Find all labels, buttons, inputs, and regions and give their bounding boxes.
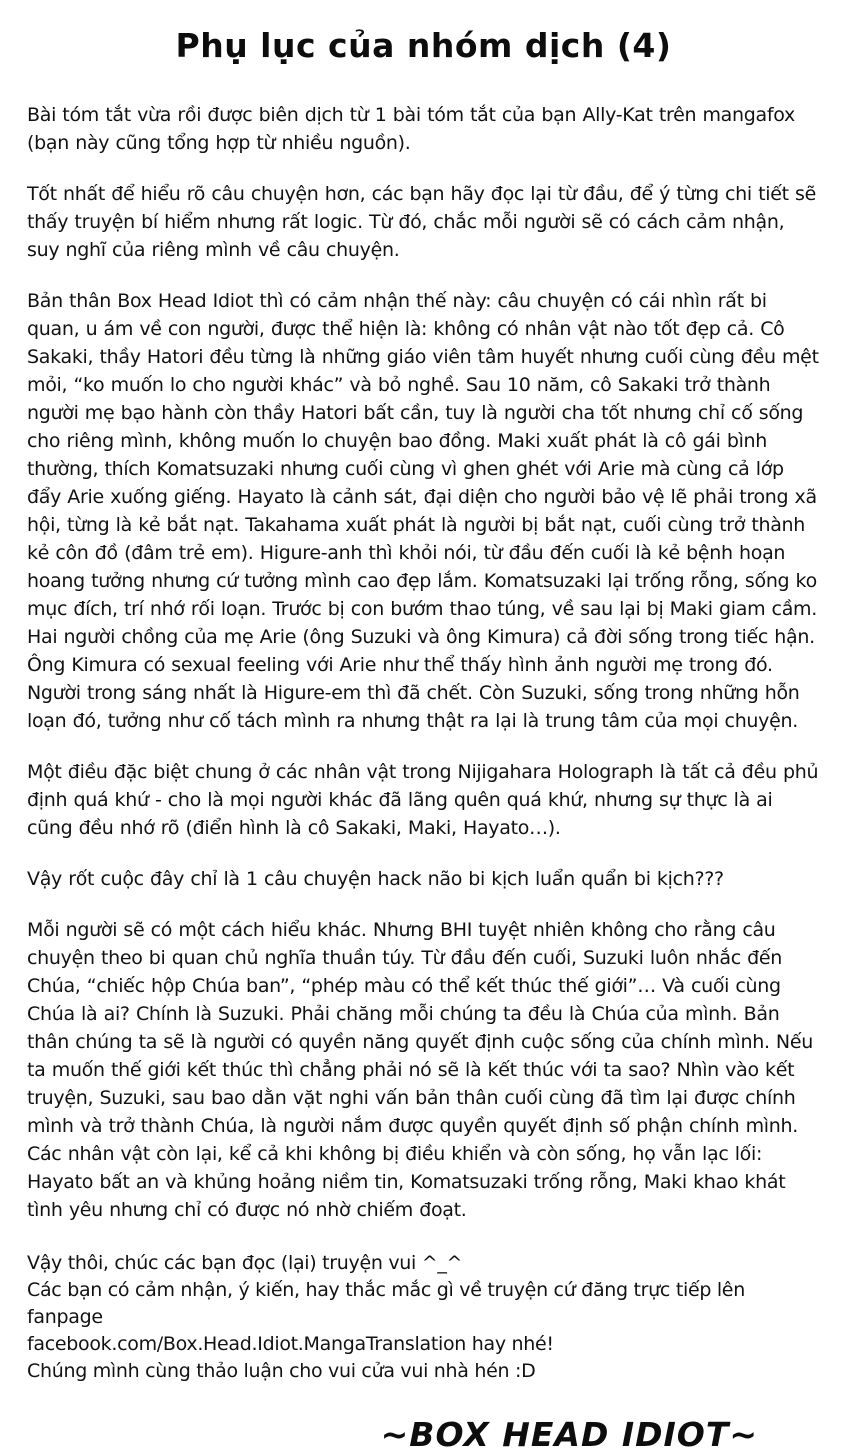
group-signature: ~BOX HEAD IDIOT~	[380, 1415, 758, 1454]
paragraph-summary-source: Bài tóm tắt vừa rồi được biên dịch từ 1 bài tóm tắt của bạn Ally-Kat trên mangafox (bạn này cũng tổng hợp từ nhiều nguồn).	[27, 104, 795, 154]
closing-feedback-line: Các bạn có cảm nhận, ý kiến, hay thắc mắc gì về truyện cứ đăng trực tiếp lên fanpage	[27, 1279, 745, 1328]
fanpage-url-line: facebook.com/Box.Head.Idiot.MangaTranslation hay nhé!	[27, 1333, 554, 1355]
page-title: Phụ lục của nhóm dịch (4)	[175, 26, 672, 65]
paragraph-reread-advice: Tốt nhất để hiểu rõ câu chuyện hơn, các bạn hãy đọc lại từ đầu, để ý từng chi tiết sẽ thấy truyện bí hiểm nhưng rất logic. Từ đó, chắc mỗi người sẽ có cách cảm nhận, suy nghĩ của riêng mình về câu chuyện.	[27, 183, 816, 261]
closing-discussion-line: Chúng mình cùng thảo luận cho vui cửa vui nhà hén :D	[27, 1360, 536, 1382]
paragraph-common-trait: Một điều đặc biệt chung ở các nhân vật trong Nijigahara Holograph là tất cả đều phủ định quá khứ - cho là mọi người khác đã lãng quên quá khứ, nhưng sự thực là ai cũng đều nhớ rõ (điển hình là cô Sakaki, Maki, Hayato…).	[27, 761, 819, 839]
paragraph-interpretation: Mỗi người sẽ có một cách hiểu khác. Nhưng BHI tuyệt nhiên không cho rằng câu chuyện theo bi quan chủ nghĩa thuần túy. Từ đầu đến cuối, Suzuki luôn nhắc đến Chúa, “chiếc hộp Chúa ban”, “phép màu có thể kết thúc thế giới”… Và cuối cùng Chúa là ai? Chính là Suzuki. Phải chăng mỗi chúng ta đều là Chúa của mình. Bản thân chúng ta sẽ là người có quyền năng quyết định cuộc sống của chính mình. Nếu ta muốn thế giới kết thúc thì chẳng phải nó sẽ là kết thúc với ta sao? Nhìn vào kết truyện, Suzuki, sau bao dằn vặt nghi vấn bản thân cuối cùng đã tìm lại được chính mình và trở thành Chúa, là người nắm được quyền quyết định số phận chính mình. Các nhân vật còn lại, kể cả khi không bị điều khiển và còn sống, họ vẫn lạc lối: Hayato bất an và khủng hoảng niềm tin, Komatsuzaki trống rỗng, Maki khao khát tình yêu nhưng chỉ có được nó nhờ chiếm đoạt.	[27, 919, 813, 1221]
paragraph-rhetorical-question: Vậy rốt cuộc đây chỉ là 1 câu chuyện hack não bi kịch luẩn quẩn bi kịch???	[27, 868, 724, 890]
closing-block	[27, 1250, 820, 1385]
closing-wish-line: Vậy thôi, chúc các bạn đọc (lại) truyện vui ^_^	[27, 1252, 463, 1274]
paragraph-character-analysis: Bản thân Box Head Idiot thì có cảm nhận thế này: câu chuyện có cái nhìn rất bi quan, u ám về con người, được thể hiện là: không có nhân vật nào tốt đẹp cả. Cô Sakaki, thầy Hatori đều từng là những giáo viên tâm huyết nhưng cuối cùng đều mệt mỏi, “ko muốn lo cho người khác” và bỏ nghề. Sau 10 năm, cô Sakaki trở thành người mẹ bạo hành còn thầy Hatori bất cần, tuy là người cha tốt nhưng chỉ cố sống cho riêng mình, không muốn lo chuyện bao đồng. Maki xuất phát là cô gái bình thường, thích Komatsuzaki nhưng cuối cùng vì ghen ghét với Arie mà cùng cả lớp đẩy Arie xuống giếng. Hayato là cảnh sát, đại diện cho người bảo vệ lẽ phải trong xã hội, từng là kẻ bắt nạt. Takahama xuất phát là người bị bắt nạt, cuối cùng trở thành kẻ côn đồ (đâm trẻ em). Higure-anh thì khỏi nói, từ đầu đến cuối là kẻ bệnh hoạn hoang tưởng nhưng cứ tưởng mình cao đẹp lắm. Komatsuzaki lại trống rỗng, sống ko mục đích, trí nhớ rối loạn. Trước bị con bướm thao túng, về sau lại bị Maki giam cầm. Hai người chồng của mẹ Arie (ông Suzuki và ông Kimura) cả đời sống trong tiếc hận. Ông Kimura có sexual feeling với Arie như thể thấy hình ảnh người mẹ trong đó. Người trong sáng nhất là Higure-em thì đã chết. Còn Suzuki, sống trong những hỗn loạn đó, tưởng như cố tách mình ra nhưng thật ra lại là trung tâm của mọi chuyện.	[27, 290, 819, 732]
